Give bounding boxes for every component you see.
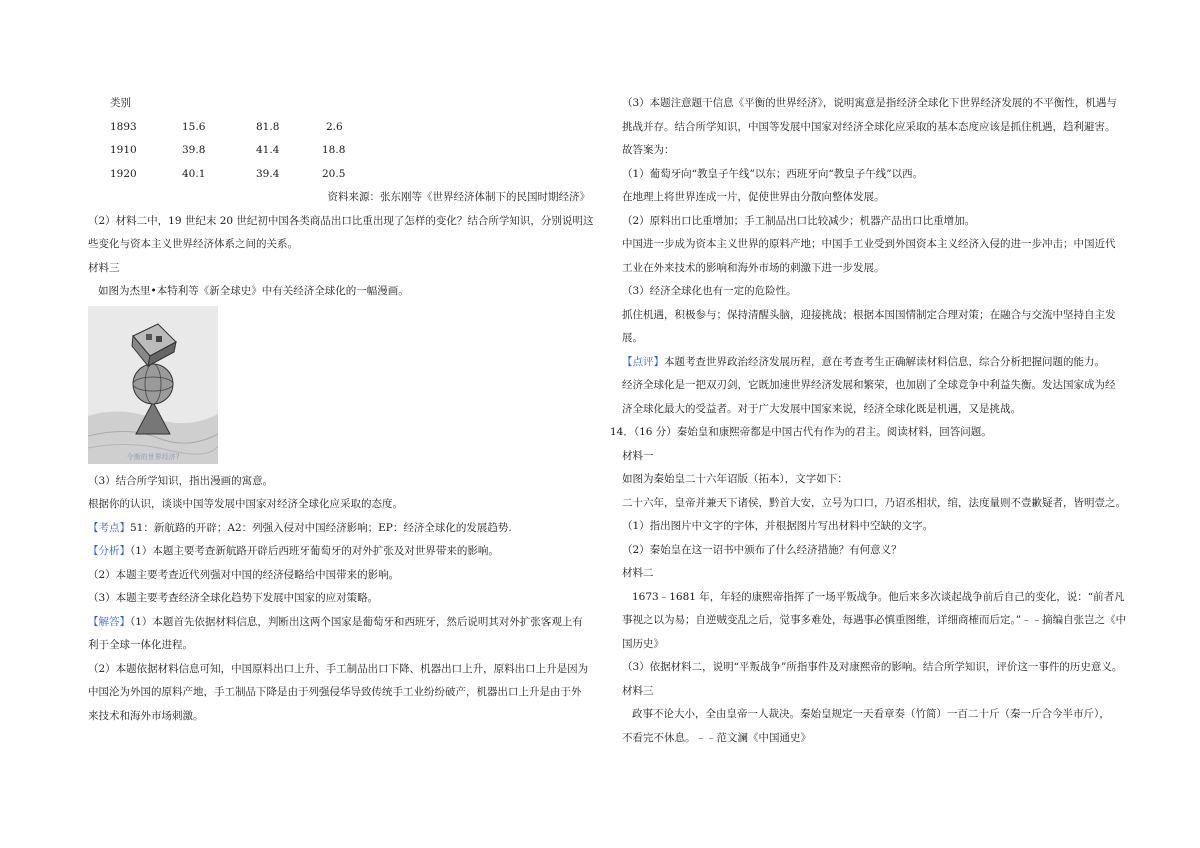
- question-3: （3）结合所学知识，指出漫画的寓意。: [88, 474, 274, 487]
- kaodian-text: 51：新航路的开辟；A2：列强入侵对中国经济影响；EP：经济全球化的发展趋势.: [130, 521, 512, 534]
- answer-line: （3）经济全球化也有一定的危险性。: [622, 285, 797, 297]
- table-cell: 2.6: [326, 120, 343, 133]
- answer-line: （3）本题注意题干信息《平衡的世界经济》，说明寓意是指经济全球化下世界经济发展的不平衡性，机遇与: [622, 97, 1117, 109]
- table-cell: 15.6: [182, 120, 206, 133]
- jieda-line: 来技术和海外市场刺激。: [88, 709, 204, 722]
- answer-line: 工业在外来技术的影响和海外市场的刺激下进一步发展。: [622, 261, 885, 274]
- material-3-title: 材料三: [88, 261, 120, 274]
- table-cell: 39.8: [182, 144, 206, 156]
- table-row: [88, 163, 590, 187]
- jieda-line: （2）本题依据材料信息可知，中国原料出口上升、手工制品出口下降、机器出口上升，原料出口上升是因为: [88, 662, 589, 675]
- fenxi-text: （1）本题主要考查新航路开辟后西班牙葡萄牙的对外扩张及对世界带来的影响。: [130, 545, 499, 557]
- material-2-line: 事视之以为易；自逆贼变乱之后，觉事多难处，每遇事必慎重图维，详细商榷而后定。”﹣﹣摘编自张岂之《中: [622, 614, 1127, 626]
- table-cell-year: 1893: [110, 120, 137, 133]
- answer-line: 展。: [622, 332, 643, 344]
- material-1-intro: 如图为秦始皇二十六年诏版（拓本），文字如下：: [622, 473, 848, 485]
- answer-line: （1）葡萄牙向“教皇子午线”以东；西班牙向“教皇子午线”以西。: [622, 167, 924, 180]
- material-2-title: 材料二: [622, 567, 654, 579]
- table-cell: 20.5: [322, 167, 346, 180]
- material-3-intro: 如图为杰里•本特利等《新全球史》中有关经济全球化的一幅漫画。: [98, 285, 409, 297]
- question-3-part-b: 根据你的认识，谈谈中国等发展中国家对经济全球化应采取的态度。: [88, 498, 403, 510]
- jieda-line: [88, 611, 590, 635]
- right-column: [610, 92, 1130, 750]
- question-14: 14．（16 分）秦始皇和康熙帝都是中国古代有作为的君主。阅读材料，回答问题。: [610, 426, 992, 438]
- material-1-text: 二十六年，皇帝并兼天下诸侯，黔首大安，立号为口口，乃诏丞相状，绾，法度量则不壹歉疑者，皆明壹之。: [622, 496, 1126, 509]
- dianping-tag: 【点评】: [622, 355, 664, 368]
- table-row: [88, 139, 590, 163]
- question-2-line: 些变化与资本主义世界经济体系之间的关系。: [88, 238, 298, 250]
- fenxi-line: （3）本题主要考查经济全球化趋势下发展中国家的应对策略。: [88, 592, 379, 604]
- answer-line: 济全球化最大的受益者。对于广大发展中国家来说，经济全球化既是机遇，又是挑战。: [622, 402, 1021, 415]
- question-2-line: （2）材料二中，19 世纪末 20 世纪初中国各类商品出口比重出现了怎样的变化？结合所学知识，分别说明这: [88, 214, 594, 227]
- table-row: [88, 116, 590, 140]
- globalization-cartoon: [88, 306, 218, 464]
- material-3-line: 不看完不休息。﹣﹣范文澜《中国通史》: [622, 731, 811, 744]
- source-citation: 资料来源：张东刚等《世界经济体制下的民国时期经济》: [327, 191, 590, 203]
- table-cell: 39.4: [256, 167, 280, 180]
- cartoon-illustration: [88, 306, 218, 464]
- table-cell-year: 1910: [110, 144, 137, 156]
- dianping-text: 本题考查世界政治经济发展历程，意在考查考生正确解读材料信息，综合分析把握问题的能力。: [664, 355, 1105, 368]
- jieda-tag: 【解答】: [88, 615, 130, 628]
- kaodian-tag: 【考点】: [88, 521, 130, 534]
- material-1-title: 材料一: [622, 449, 654, 462]
- material-2-line: 国历史》: [622, 637, 664, 650]
- answer-line: 故答案为：: [622, 144, 675, 156]
- sub-question-1: （1）指出图片中文字的字体，并根据图片写出材料中空缺的文字。: [622, 520, 934, 532]
- sub-question-3: （3）依据材料二，说明“平叛战争”所指事件及对康熙帝的影响。结合所学知识，评价这一事件的历史意义。: [622, 661, 1123, 673]
- answer-line: 挑战并存。结合所学知识，中国等发展中国家对经济全球化应采取的基本态度应该是抓住机遇，趋利避害。: [622, 120, 1116, 133]
- dianping-line: [622, 351, 1130, 375]
- fenxi-tag: 【分析】: [88, 545, 130, 557]
- material-3-title: 材料三: [622, 684, 654, 697]
- answer-line: （2）原料出口比重增加；手工制品出口比较减少；机器产品出口比重增加。: [622, 214, 976, 227]
- jieda-line: 利于全球一体化进程。: [88, 639, 193, 651]
- fenxi-line: [88, 540, 590, 564]
- jieda-text: （1）本题首先依据材料信息，判断出这两个国家是葡萄牙和西班牙，然后说明其对外扩张客观上有: [130, 615, 583, 628]
- answer-line: 经济全球化是一把双刃剑，它既加速世界经济发展和繁荣，也加剧了全球竞争中利益失衡。发达国家成为经: [622, 379, 1116, 391]
- table-cell: 40.1: [182, 167, 206, 180]
- fenxi-line: （2）本题主要考查近代列强对中国的经济侵略给中国带来的影响。: [88, 568, 400, 581]
- material-3-line: 政事不论大小，全由皇帝一人裁决。秦始皇规定一天看章奏（竹简）一百二十斤（秦一斤合今半市斤），: [632, 708, 1110, 720]
- cartoon-caption: 令衡的世界经济?: [126, 452, 180, 461]
- material-2-line: 1673﹣1681 年，年轻的康熙帝指挥了一场平叛战争。他后来多次谈起战争前后自己的变化，说：“前者凡: [632, 590, 1125, 603]
- table-header: 类别: [110, 97, 131, 109]
- table-cell-year: 1920: [110, 167, 137, 180]
- table-cell: 41.4: [256, 144, 280, 156]
- kaodian-line: [88, 517, 590, 541]
- answer-line: 抓住机遇，积极参与；保持清醒头脑，迎接挑战；根据本国国情制定合理对策；在融合与交流中坚持自主发: [622, 308, 1116, 321]
- left-column: [88, 92, 594, 728]
- answer-line: 在地理上将世界连成一片，促使世界由分散向整体发展。: [622, 191, 885, 203]
- table-cell: 81.8: [256, 120, 280, 133]
- table-cell: 18.8: [322, 144, 346, 156]
- jieda-line: 中国沦为外国的原料产地，手工制品下降是由于列强侵华导致传统手工业纷纷破产，机器出口上升是由于外: [88, 686, 582, 698]
- answer-line: 中国进一步成为资本主义世界的原料产地；中国手工业受到外国资本主义经济入侵的进一步冲击；中国近代: [622, 238, 1116, 250]
- sub-question-2: （2）秦始皇在这一诏书中颁布了什么经济措施？有何意义？: [622, 543, 902, 556]
